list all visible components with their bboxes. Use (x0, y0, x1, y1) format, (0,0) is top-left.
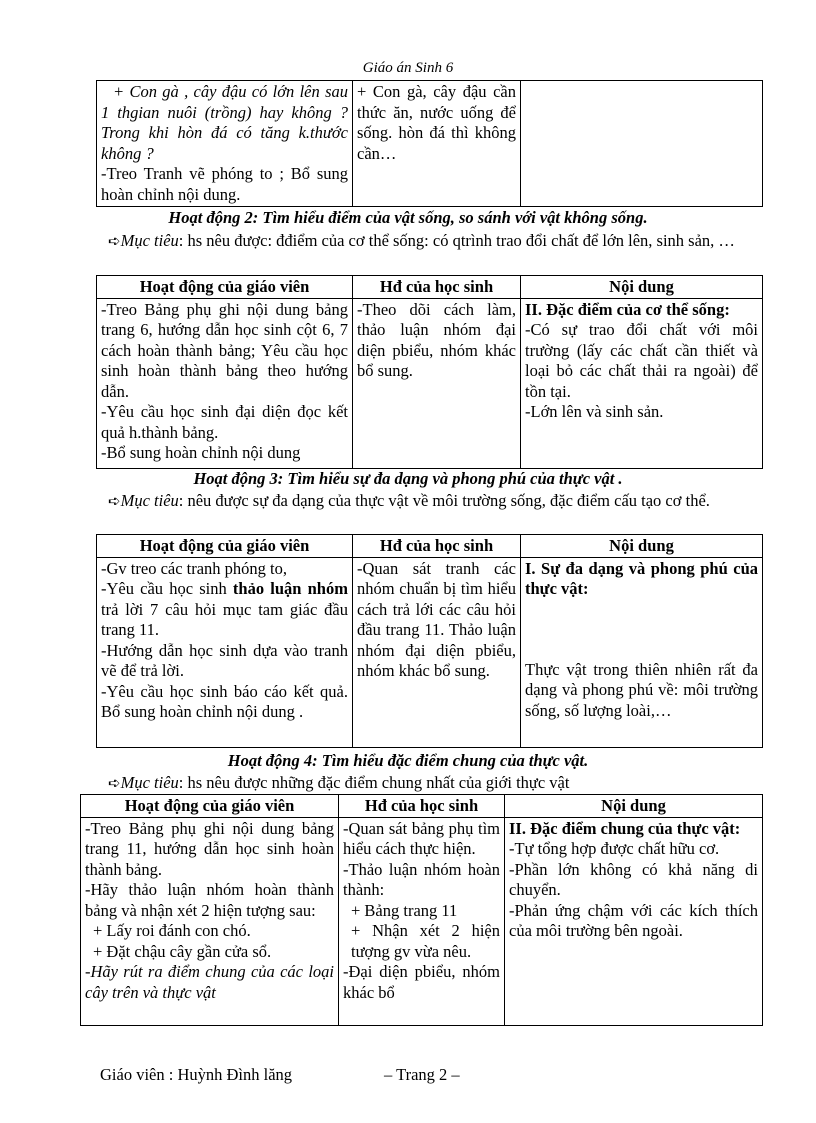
teacher-step: -Yêu cầu học sinh báo cáo kết quả. Bổ sung hoàn chỉnh nội dung . (101, 681, 348, 721)
student-step: -Theo dõi cách làm, thảo luận nhóm đại diện pbiểu, nhóm khác bổ sung. (357, 299, 516, 380)
col-header-student: Hđ của học sinh (339, 795, 505, 818)
content-item: -Có sự trao đổi chất với môi trường (lấy các chất cần thiết và loại bỏ các chất thải ra ngoài) để tồn tại. (525, 320, 758, 401)
content-title: II. Đặc điểm chung của thực vật: (509, 818, 741, 838)
page-header: Giáo án Sinh 6 (362, 60, 454, 76)
content-column (505, 817, 763, 1025)
teacher-step: -Bổ sung hoàn chỉnh nội dung (101, 443, 301, 462)
table-activity4 (80, 794, 763, 1026)
student-step: -Quan sát bảng phụ tìm hiểu cách thực hiện. (343, 818, 500, 858)
student-step: + Nhận xét 2 hiện tượng gv vừa nêu. (351, 921, 500, 961)
student-column (353, 298, 521, 468)
table-activity3 (96, 534, 763, 748)
col-header-teacher: Hoạt động của giáo viên (97, 535, 353, 558)
pointer-arrow-icon: ➪ (108, 776, 121, 792)
goal-label: Mục tiêu (120, 773, 179, 792)
content-title: I. Sự đa dạng và phong phú của thực vật: (525, 558, 758, 598)
footer-teacher: Giáo viên : Huỳnh Đình lăng (100, 1065, 293, 1084)
teacher-step: -Hướng dẫn học sinh dựa vào tranh vẽ để trả lời. (101, 640, 348, 680)
pointer-arrow-icon: ➪ (108, 494, 121, 510)
student-column (353, 81, 521, 207)
activity4-goal (80, 773, 778, 795)
teacher-column (81, 817, 339, 1025)
col-header-student: Hđ của học sinh (353, 276, 521, 299)
activity4-title: Hoạt động 4: Tìm hiểu đặc điểm chung của thực vật. (227, 751, 589, 770)
teacher-step: -Hãy thảo luận nhóm hoàn thành bảng và nhận xét 2 hiện tượng sau: (85, 880, 334, 920)
col-header-content: Nội dung (521, 276, 763, 299)
col-header-content: Nội dung (521, 535, 763, 558)
teacher-step: + Lấy roi đánh con chó. (93, 921, 251, 940)
student-step: -Thảo luận nhóm hoàn thành: (343, 859, 500, 899)
teacher-step: + Đặt chậu cây gần cửa sổ. (93, 941, 272, 961)
student-column (353, 557, 521, 747)
activity3-goal (80, 491, 778, 513)
teacher-step: -Yêu cầu học sinh đại diện đọc kết quả h.thành bảng. (101, 402, 348, 442)
goal-text: : hs nêu được những đặc điểm chung nhất của giới thực vật (178, 773, 570, 792)
content-column (521, 557, 763, 747)
footer-page-number: – Trang 2 – (384, 1065, 460, 1084)
table-activity2 (96, 275, 763, 469)
goal-text: : hs nêu được: đđiểm của cơ thể sống: có qtrình trao đổi chất để lớn lên, sinh sản, … (178, 231, 735, 250)
student-step: + Bảng trang 11 (351, 900, 458, 920)
teacher-step: -Hãy rút ra điểm chung của các loại cây trên và thực vật (85, 962, 334, 1002)
goal-text: : nêu được sự đa dạng của thực vật về môi trường sống, đặc điểm cấu tạo cơ thể. (178, 491, 710, 510)
teacher-step: -Gv treo các tranh phóng to, (101, 558, 288, 578)
col-header-student: Hđ của học sinh (353, 535, 521, 558)
pointer-arrow-icon: ➪ (108, 234, 121, 250)
student-step: -Đại diện pbiểu, nhóm khác bổ (343, 962, 500, 1002)
activity2-title: Hoạt động 2: Tìm hiểu điểm của vật sống, so sánh với vật không sống. (168, 208, 648, 227)
teacher-step: -Treo Bảng phụ ghi nội dung bảng trang 11, hướng dẫn học sinh hoàn thành bảng. (85, 818, 334, 879)
content-column (521, 81, 763, 207)
content-title: II. Đặc điểm của cơ thể sống: (525, 299, 730, 319)
student-column (339, 817, 505, 1025)
col-header-content: Nội dung (505, 795, 763, 818)
content-item: -Phần lớn không có khả năng di chuyển. (509, 859, 758, 899)
teacher-column (97, 557, 353, 747)
teacher-step: -Treo Bảng phụ ghi nội dung bảng trang 6, hướng dẫn học sinh cột 6, 7 cách hoàn thành bảng; Yêu cầu học sinh hoàn thành bảng theo hướng dẫn. (101, 299, 348, 401)
teacher-column (97, 81, 353, 207)
teacher-column (97, 298, 353, 468)
content-column (521, 298, 763, 468)
teacher-step: -Yêu cầu học sinh thảo luận nhóm trả lời 7 câu hỏi mục tam giác đầu trang 11. (101, 579, 348, 639)
goal-label: Mục tiêu (120, 231, 179, 250)
content-item: Thực vật trong thiên nhiên rất đa dạng và phong phú về: môi trường sống, số lượng loài,… (525, 659, 758, 720)
student-step: -Quan sát tranh các nhóm chuẩn bị tìm hiểu cách trả lới các câu hỏi đầu trang 11. Thảo luận nhóm đại diện pbiểu, nhóm khác bổ sung. (357, 558, 516, 680)
col-header-teacher: Hoạt động của giáo viên (81, 795, 339, 818)
student-answer: + Con gà, cây đậu cần thức ăn, nước uống để sống. hòn đá thì không cần… (357, 82, 516, 163)
question-text: + Con gà , cây đậu có lớn lên sau 1 thgian nuôi (trồng) hay không ? Trong khi hòn đá có tăng k.thước không ? (101, 82, 348, 163)
teacher-step: -Treo Tranh vẽ phóng to ; Bổ sung hoàn chỉnh nội dung. (101, 164, 348, 204)
content-item: -Phản ứng chậm với các kích thích của môi trường bên ngoài. (509, 900, 758, 940)
activity3-title: Hoạt động 3: Tìm hiểu sự đa dạng và phong phú của thực vật . (193, 469, 623, 488)
content-item: -Tự tổng hợp được chất hữu cơ. (509, 839, 720, 858)
table-continuation (96, 80, 763, 207)
content-item: -Lớn lên và sinh sản. (525, 402, 664, 421)
col-header-teacher: Hoạt động của giáo viên (97, 276, 353, 299)
activity2-goal (80, 231, 778, 253)
goal-label: Mục tiêu (120, 491, 179, 510)
